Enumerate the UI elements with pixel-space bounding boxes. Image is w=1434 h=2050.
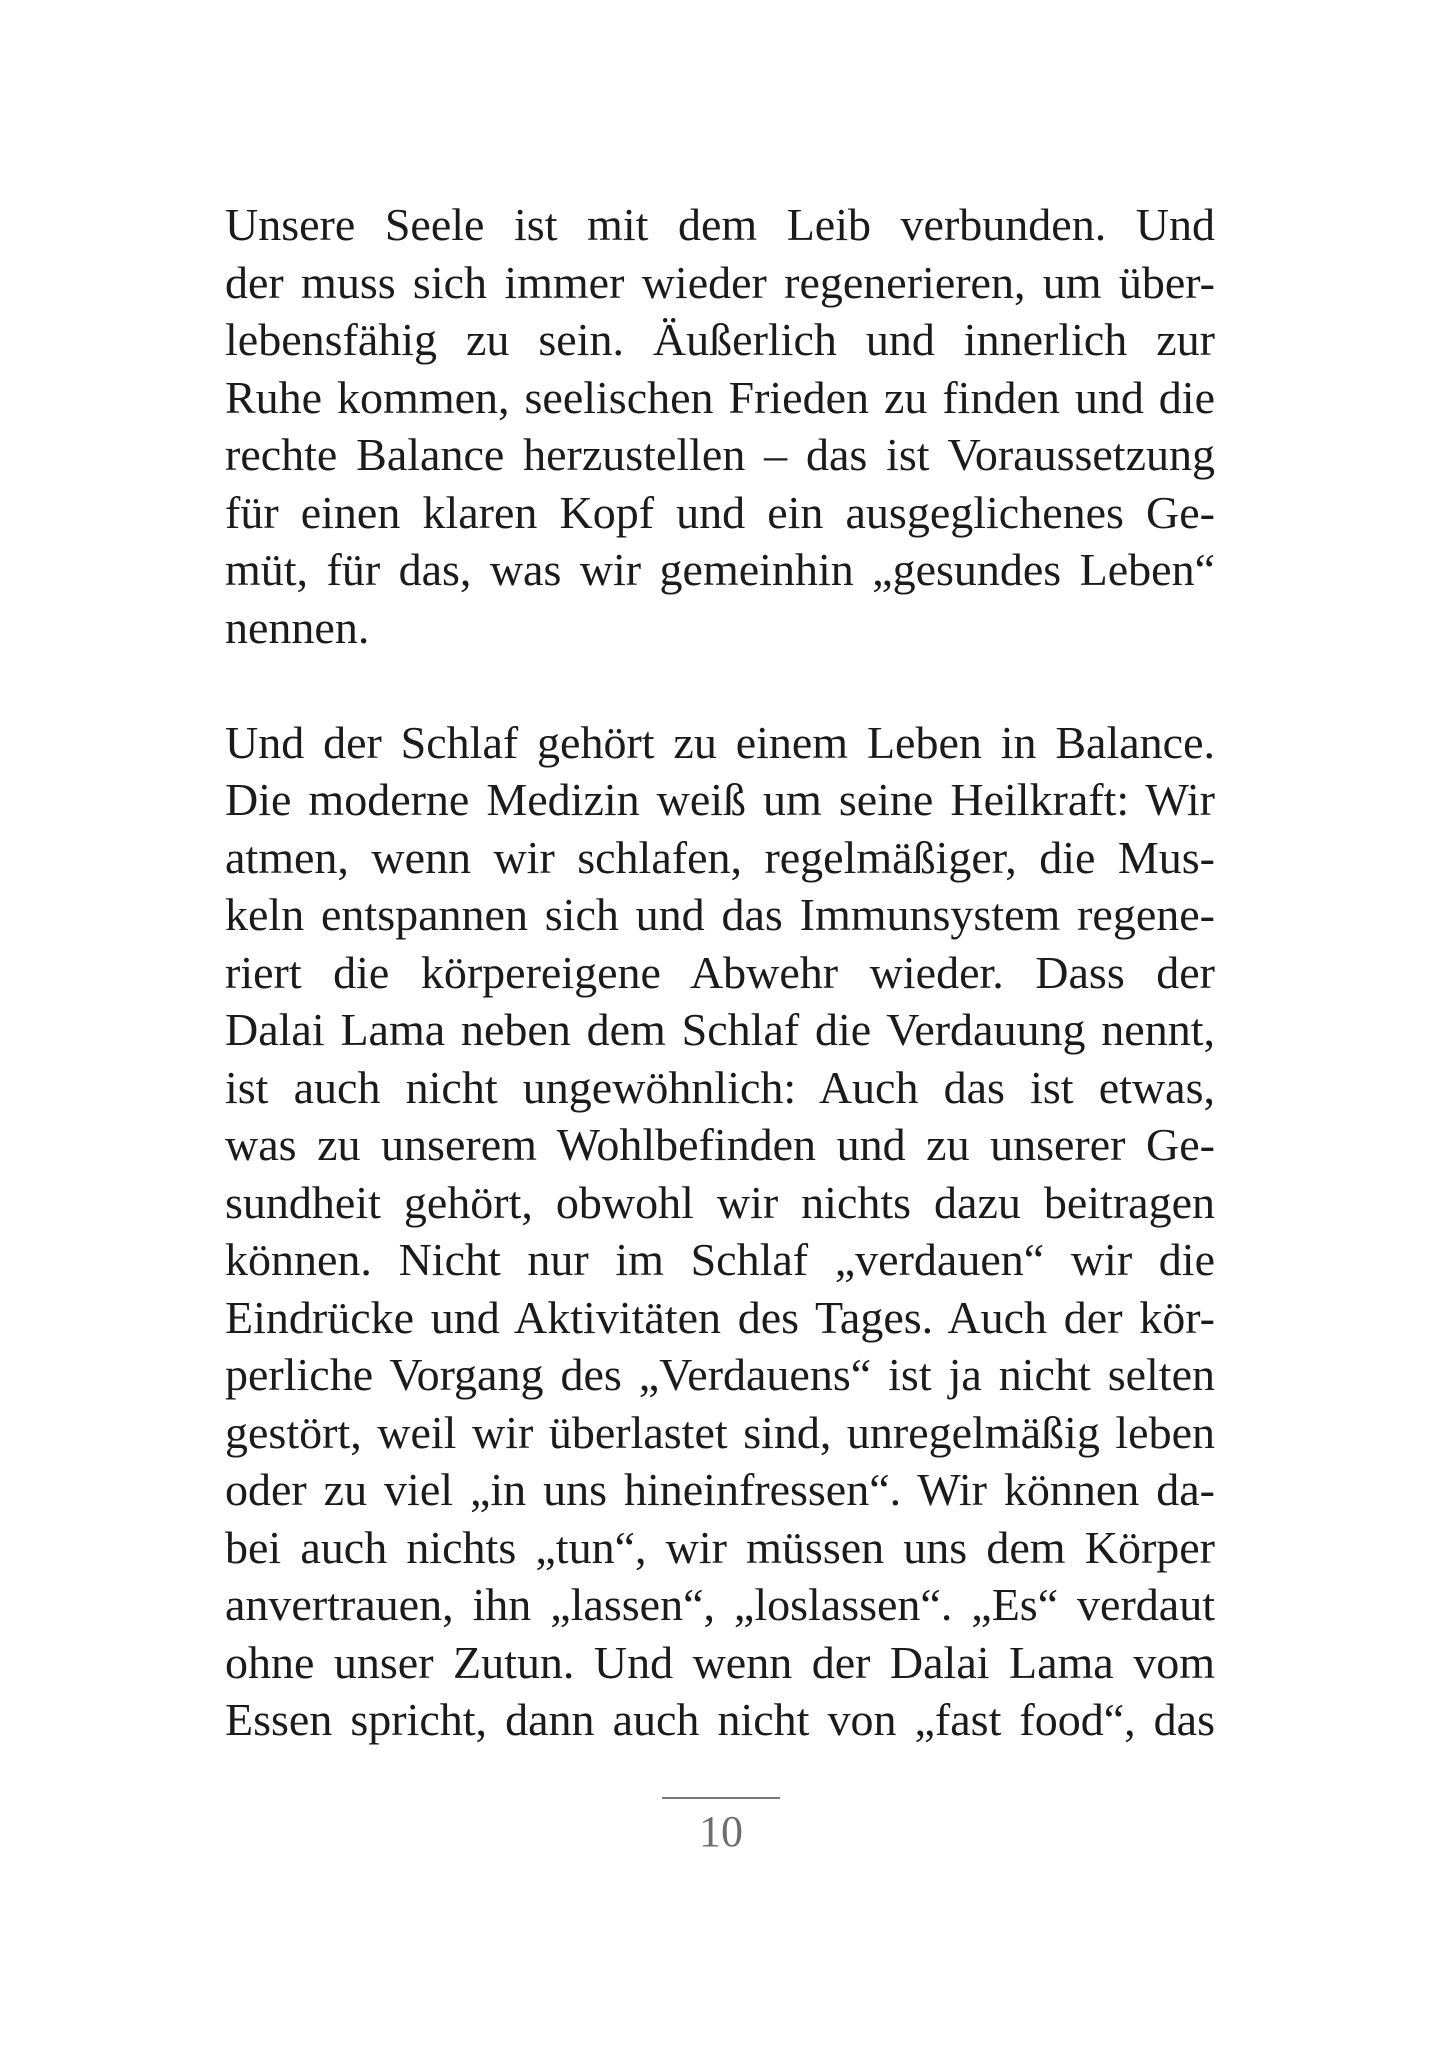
paragraph-gap bbox=[225, 656, 1215, 714]
text-line: anvertrauen, ihn „lassen“, „loslassen“. „Es“ verdaut bbox=[225, 1579, 1215, 1630]
text-line: riert die körpereigene Abwehr wieder. Dass der bbox=[225, 946, 1215, 998]
text-line: gestört, weil wir überlastet sind, unregelmäßig leben bbox=[225, 1406, 1215, 1458]
text-line: atmen, wenn wir schlafen, regelmäßiger, die Mus- bbox=[225, 831, 1215, 883]
body-text bbox=[225, 196, 1215, 1749]
text-line: ohne unser Zutun. Und wenn der Dalai Lama vom bbox=[225, 1636, 1215, 1688]
text-line: was zu unserem Wohlbefinden und zu unserer Ge- bbox=[225, 1119, 1215, 1170]
text-line: lebensfähig zu sein. Äußerlich und innerlich zur bbox=[225, 314, 1215, 365]
text-line: ist auch nicht ungewöhnlich: Auch das ist etwas, bbox=[225, 1061, 1215, 1113]
page-number-rule bbox=[662, 1797, 780, 1799]
text-line: Dalai Lama neben dem Schlaf die Verdauung nennt, bbox=[225, 1004, 1215, 1055]
text-line: oder zu viel „in uns hineinfressen“. Wir können da- bbox=[225, 1464, 1215, 1515]
paragraph-2 bbox=[225, 714, 1215, 1749]
page-number: 10 bbox=[699, 1807, 743, 1856]
text-line: Ruhe kommen, seelischen Frieden zu finden und die bbox=[225, 371, 1215, 423]
text-line: perliche Vorgang des „Verdauens“ ist ja nicht selten bbox=[225, 1349, 1215, 1400]
text-line: der muss sich immer wieder regenerieren, um über- bbox=[225, 256, 1215, 308]
text-line: Eindrücke und Aktivitäten des Tages. Auch der kör- bbox=[225, 1291, 1215, 1343]
text-line: nennen. bbox=[225, 601, 370, 653]
text-line: sundheit gehört, obwohl wir nichts dazu beitragen bbox=[225, 1176, 1215, 1228]
text-line: können. Nicht nur im Schlaf „verdauen“ wir die bbox=[225, 1234, 1215, 1285]
text-line: Die moderne Medizin weiß um seine Heilkraft: Wir bbox=[225, 774, 1215, 825]
text-line: bei auch nichts „tun“, wir müssen uns dem Körper bbox=[225, 1521, 1215, 1573]
text-line: Und der Schlaf gehört zu einem Leben in Balance. bbox=[225, 716, 1215, 768]
text-line: rechte Balance herzustellen – das ist Voraussetzung bbox=[225, 429, 1215, 480]
text-line: für einen klaren Kopf und ein ausgeglichenes Ge- bbox=[225, 486, 1215, 538]
text-line: keln entspannen sich und das Immunsystem regene- bbox=[225, 889, 1215, 940]
text-line: Essen spricht, dann auch nicht von „fast food“, das bbox=[225, 1694, 1215, 1745]
text-line: müt, für das, was wir gemeinhin „gesundes Leben“ bbox=[225, 544, 1215, 595]
text-line: Unsere Seele ist mit dem Leib verbunden. Und bbox=[225, 199, 1215, 250]
paragraph-1 bbox=[225, 196, 1215, 656]
